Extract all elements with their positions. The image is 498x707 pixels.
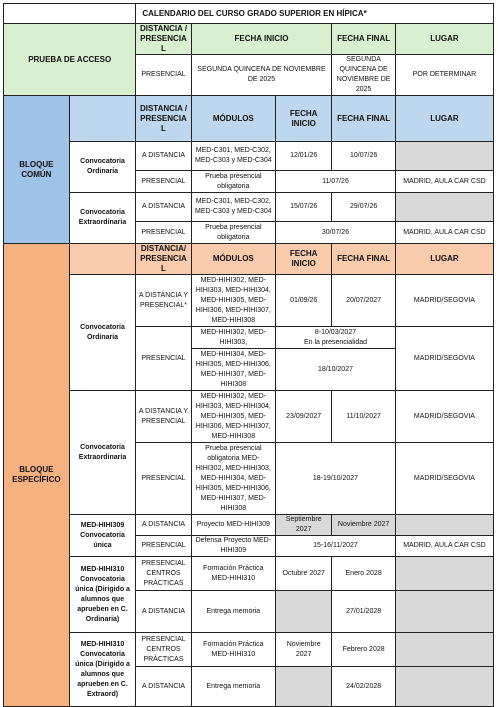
m309-modalidad: A DISTANCIA [136, 515, 191, 536]
esp-ord-fecha-a-date: 8-10/03/2027 [314, 328, 357, 336]
comun-ord-final: 10/07/26 [332, 142, 396, 171]
esp-ext-modulos: MED-HIHI302, MED-HIHI303, MED-HIHI304, MED-HIHI305, MED-HIHI306, MED-HIHI307, MED-HIHI308 [191, 391, 275, 443]
m310a-modulos: Formación Práctica MED-HIHI310 [191, 557, 275, 591]
comun-header-lugar: LUGAR [395, 96, 493, 142]
esp-ext-prueba: Prueba presencial obligatoria MED-HIHI302, MED-HIHI303, MED-HIHI304, MED-HIHI305, MED-HIHI306, MED-HIHI307, MED-HIHI308 [191, 443, 275, 515]
comun-header-final: FECHA FINAL [332, 96, 396, 142]
esp-ord-fecha-a-note: En la presencialidad [303, 338, 367, 346]
esp-ord-inicio: 01/09/26 [276, 275, 332, 327]
esp-ext-presencial: PRESENCIAL [136, 443, 191, 515]
m309-lugar-empty [395, 515, 493, 536]
comun-ord-lugar-empty [395, 142, 493, 171]
comun-ord-modulos: MED-C301, MED-C302, MED-C303 y MED-C304 [191, 142, 275, 171]
m310a-memoria-inicio-empty [276, 591, 332, 633]
comun-ext-presencial: PRESENCIAL [136, 222, 191, 244]
esp-header-inicio: FECHA INICIO [276, 244, 332, 275]
esp-ext-lugar: MADRID/SEGOVIA [395, 391, 493, 443]
prueba-modalidad: PRESENCIAL [136, 55, 191, 96]
comun-ext-prueba: Prueba presencial obligatoria [191, 222, 275, 244]
prueba-lugar: POR DETERMINAR [395, 55, 493, 96]
m310a-inicio: Octubre 2027 [276, 557, 332, 591]
comun-ord-prueba-lugar: MADRID, AULA CAR CSD [395, 171, 493, 193]
m309-inicio: Septiembre 2027 [276, 515, 332, 536]
esp-ord-presencial: PRESENCIAL [136, 327, 191, 391]
m310a-distancia: A DISTANCIA [136, 591, 191, 633]
comun-ordinaria-label: Convocatoria Ordinaria [69, 142, 136, 193]
m310b-distancia: A DISTANCIA [136, 667, 191, 707]
comun-ext-final: 29/07/26 [332, 193, 396, 222]
esp-ext-prueba-fecha: 18-19/10/2027 [276, 443, 396, 515]
prueba-header-inicio: FECHA INICIO [191, 24, 332, 55]
comun-ext-lugar-empty [395, 193, 493, 222]
comun-ord-presencial: PRESENCIAL [136, 171, 191, 193]
m310b-modulos: Formación Práctica MED-HIHI310 [191, 633, 275, 667]
comun-header-distancia: DISTANCIA / PRESENCIAL [136, 96, 191, 142]
comun-header-modulos: MÓDULOS [191, 96, 275, 142]
prueba-header-distancia: DISTANCIA / PRESENCIAL [136, 24, 191, 55]
page-title: CALENDARIO DEL CURSO GRADO SUPERIOR EN HÍPICA* [136, 4, 494, 24]
m310b-final: Febrero 2028 [332, 633, 396, 667]
esp-ord-final: 20/07/2027 [332, 275, 396, 327]
m310a-lugar-empty [395, 557, 493, 591]
esp-ord-presencial-lugar: MADRID/SEGOVIA [395, 327, 493, 391]
m310b-label: MED-HIHI310 Convocatoria única (Dirigido a alumnos que aprueben en C. Extraord) [69, 633, 136, 707]
m310b-memoria-final: 24/02/2028 [332, 667, 396, 707]
esp-extraordinaria-label: Convocatoria Extraordinaria [69, 391, 136, 515]
esp-ext-final: 11/10/2027 [332, 391, 396, 443]
m310b-memoria-lugar-empty [395, 667, 493, 707]
prueba-header-final: FECHA FINAL [332, 24, 396, 55]
m309-presencial: PRESENCIAL [136, 536, 191, 557]
esp-ext-prueba-lugar: MADRID/SEGOVIA [395, 443, 493, 515]
m310b-memoria-inicio-empty [276, 667, 332, 707]
esp-header-blank [69, 244, 136, 275]
esp-ord-modulos-b: MED-HIHI304, MED-HIHI305, MED-HIHI306, MED-HIHI307, MED-HIHI308 [191, 349, 275, 391]
comun-ord-inicio: 12/01/26 [276, 142, 332, 171]
title-blank [4, 4, 136, 24]
m309-defensa: Defensa Proyecto MED-HIHI309 [191, 536, 275, 557]
bloque-comun-label: BLOQUE COMÚN [4, 96, 70, 244]
m310a-modalidad: PRESENCIAL CENTROS PRÁCTICAS [136, 557, 191, 591]
m310a-memoria-lugar-empty [395, 591, 493, 633]
m309-label: MED-HIHI309 Convocatoria única [69, 515, 136, 557]
esp-ordinaria-label: Convocatoria Ordinaria [69, 275, 136, 391]
comun-ord-prueba: Prueba presencial obligatoria [191, 171, 275, 193]
comun-ext-prueba-fecha: 30/07/26 [276, 222, 396, 244]
comun-ord-modalidad: A DISTANCIA [136, 142, 191, 171]
esp-ord-modulos-a: MED-HIHI302, MED-HIHI303, [191, 327, 275, 349]
m310a-final: Enero 2028 [332, 557, 396, 591]
esp-ext-inicio: 23/09/2027 [276, 391, 332, 443]
comun-ext-prueba-lugar: MADRID, AULA CAR CSD [395, 222, 493, 244]
esp-ord-fecha-a [276, 327, 396, 349]
m310b-inicio: Noviembre 2027 [276, 633, 332, 667]
prueba-final: SEGUNDA QUINCENA DE NOVIEMBRE DE 2025 [332, 55, 396, 96]
esp-header-lugar: LUGAR [395, 244, 493, 275]
esp-header-distancia: DISTANCIA/ PRESENCIAL [136, 244, 191, 275]
m310a-memoria: Entrega memoria [191, 591, 275, 633]
m309-modulos: Proyecto MED-HIHI309 [191, 515, 275, 536]
m310b-lugar-empty [395, 633, 493, 667]
comun-ext-modulos: MED-C301, MED-C302, MED-C303 y MED-C304 [191, 193, 275, 222]
m309-final: Noviembre 2027 [332, 515, 396, 536]
calendar-table [3, 3, 494, 707]
m309-defensa-fecha: 15-16/11/2027 [276, 536, 396, 557]
esp-ext-modalidad: A DISTANCIA Y PRESENCIAL [136, 391, 191, 443]
comun-ext-modalidad: A DISTANCIA [136, 193, 191, 222]
esp-ord-modulos: MED-HIHI302, MED-HIHI303, MED-HIHI304, MED-HIHI305, MED-HIHI306, MED-HIHI307, MED-HIHI308 [191, 275, 275, 327]
m310a-label: MED-HIHI310 Convocatoria única (Dirigido a alumnos que aprueben en C. Ordinaria) [69, 557, 136, 633]
prueba-header-lugar: LUGAR [395, 24, 493, 55]
m309-defensa-lugar: MADRID, AULA CAR CSD [395, 536, 493, 557]
esp-header-final: FECHA FINAL [332, 244, 396, 275]
comun-ext-inicio: 15/07/26 [276, 193, 332, 222]
esp-ord-fecha-b: 18/10/2027 [276, 349, 396, 391]
prueba-label: PRUEBA DE ACCESO [4, 24, 136, 96]
esp-ord-lugar: MADRID/SEGOVIA [395, 275, 493, 327]
prueba-inicio: SEGUNDA QUINCENA DE NOVIEMBRE DE 2025 [191, 55, 332, 96]
m310b-modalidad: PRESENCIAL CENTROS PRÁCTICAS [136, 633, 191, 667]
m310a-memoria-final: 27/01/2028 [332, 591, 396, 633]
comun-header-blank [69, 96, 136, 142]
comun-extraordinaria-label: Convocatoria Extraordinaria [69, 193, 136, 244]
comun-header-inicio: FECHA INICIO [276, 96, 332, 142]
bloque-especifico-label: BLOQUE ESPECÍFICO [4, 244, 70, 707]
comun-ord-prueba-fecha: 11/07/26 [276, 171, 396, 193]
esp-ord-modalidad: A DISTANCIA Y PRESENCIAL* [136, 275, 191, 327]
esp-header-modulos: MÓDULOS [191, 244, 275, 275]
m310b-memoria: Entrega memoria [191, 667, 275, 707]
